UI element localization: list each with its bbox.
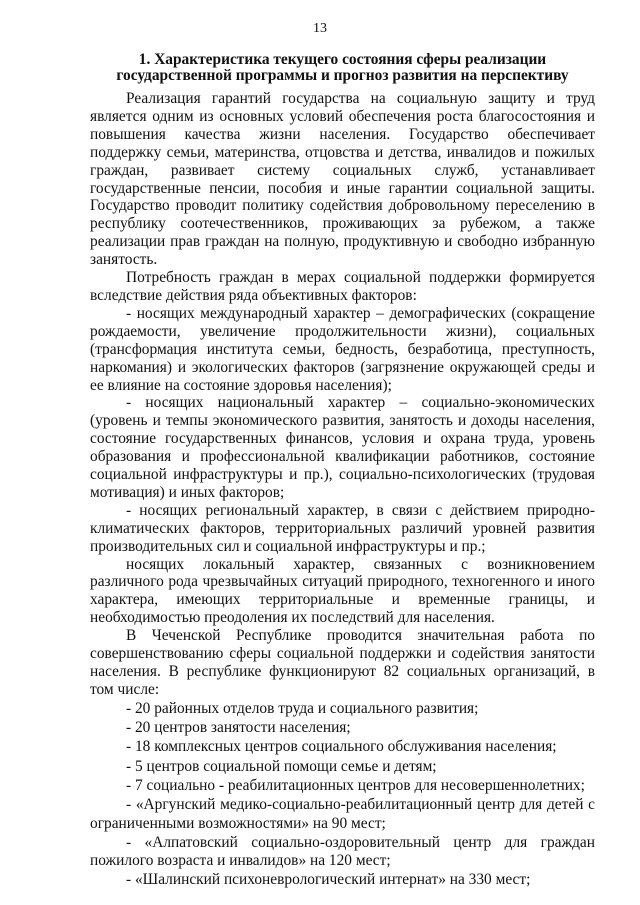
- list-item: - «Аргунский медико-социально-реабилитационный центр для детей с ограниченными возможностями» на 90 мест;: [90, 796, 595, 832]
- document-body: [90, 52, 595, 890]
- page-number: 13: [313, 21, 327, 36]
- section-title-line: 1. Характеристика текущего состояния сферы реализации: [138, 51, 547, 68]
- section-title-line: государственной программы и прогноз развития на перспективу: [116, 67, 569, 84]
- paragraph: В Чеченской Республике проводится значительная работа по совершенствованию сферы социальной поддержки и содействия занятости населения. В республике функционируют 82 социальных организаций, в том числе:: [90, 627, 595, 698]
- paragraph: носящих локальный характер, связанных с возникновением различного рода чрезвычайных ситуаций природного, техногенного и иного характера, имеющих территориальные и временные границы, и необходимостью преодоления их последствий для населения.: [90, 555, 595, 627]
- list-item: - 20 районных отделов труда и социального развития;: [126, 699, 479, 717]
- list-item: - «Алпатовский социально-оздоровительный центр для граждан пожилого возраста и инвалидов» на 120 мест;: [90, 833, 595, 870]
- list-item: - «Шалинский психоневрологический интернат» на 330 мест;: [126, 871, 531, 889]
- paragraph: Реализация гарантий государства на социальную защиту и труд является одним из основных условий обеспечения роста благосостояния и повышения качества жизни населения. Государство обеспечивает поддержку семьи, материнства, отцовства и детства, инвалидов и пожилых граждан, развивает систему социальных служб, устанавливает государственные пенсии, пособия и иные гарантии социальной защиты. Государство проводит политику содействия добровольному переселению в республику соотечественников, проживающих за рубежом, а также реализации прав граждан на полную, продуктивную и свободно избранную занятость.: [90, 90, 595, 269]
- list-item: - 20 центров занятости населения;: [126, 719, 351, 737]
- list-item: - 5 центров социальной помощи семье и детям;: [126, 757, 437, 775]
- paragraph: Потребность граждан в мерах социальной поддержки формируется вследствие действия ряда объективных факторов:: [90, 269, 595, 304]
- list-item: - 18 комплексных центров социального обслуживания населения;: [126, 738, 557, 756]
- section-title: [90, 52, 595, 84]
- paragraph: - носящих региональный характер, в связи с действием природно-климатических факторов, территориальных различий уровней развития производительных сил и социальной инфраструктуры и пр.;: [90, 501, 595, 555]
- list-item: - 7 социально - реабилитационных центров для несовершеннолетних;: [126, 777, 585, 794]
- paragraph: - носящих национальный характер – социально-экономических (уровень и темпы экономического развития, занятость и доходы населения, состояние государственных финансов, условия и охрана труда, уровень образования и профессиональной квалификации работников, состояние социальной инфраструктуры и пр.), социально-психологических (трудовая мотивация) и иных факторов;: [90, 394, 595, 501]
- paragraph: - носящих международный характер – демографических (сокращение рождаемости, увеличение продолжительности жизни), социальных (трансформация института семьи, бедность, безработица, преступность, наркомания) и экологических факторов (загрязнение окружающей среды и ее влияние на состояние здоровья населения);: [90, 304, 595, 394]
